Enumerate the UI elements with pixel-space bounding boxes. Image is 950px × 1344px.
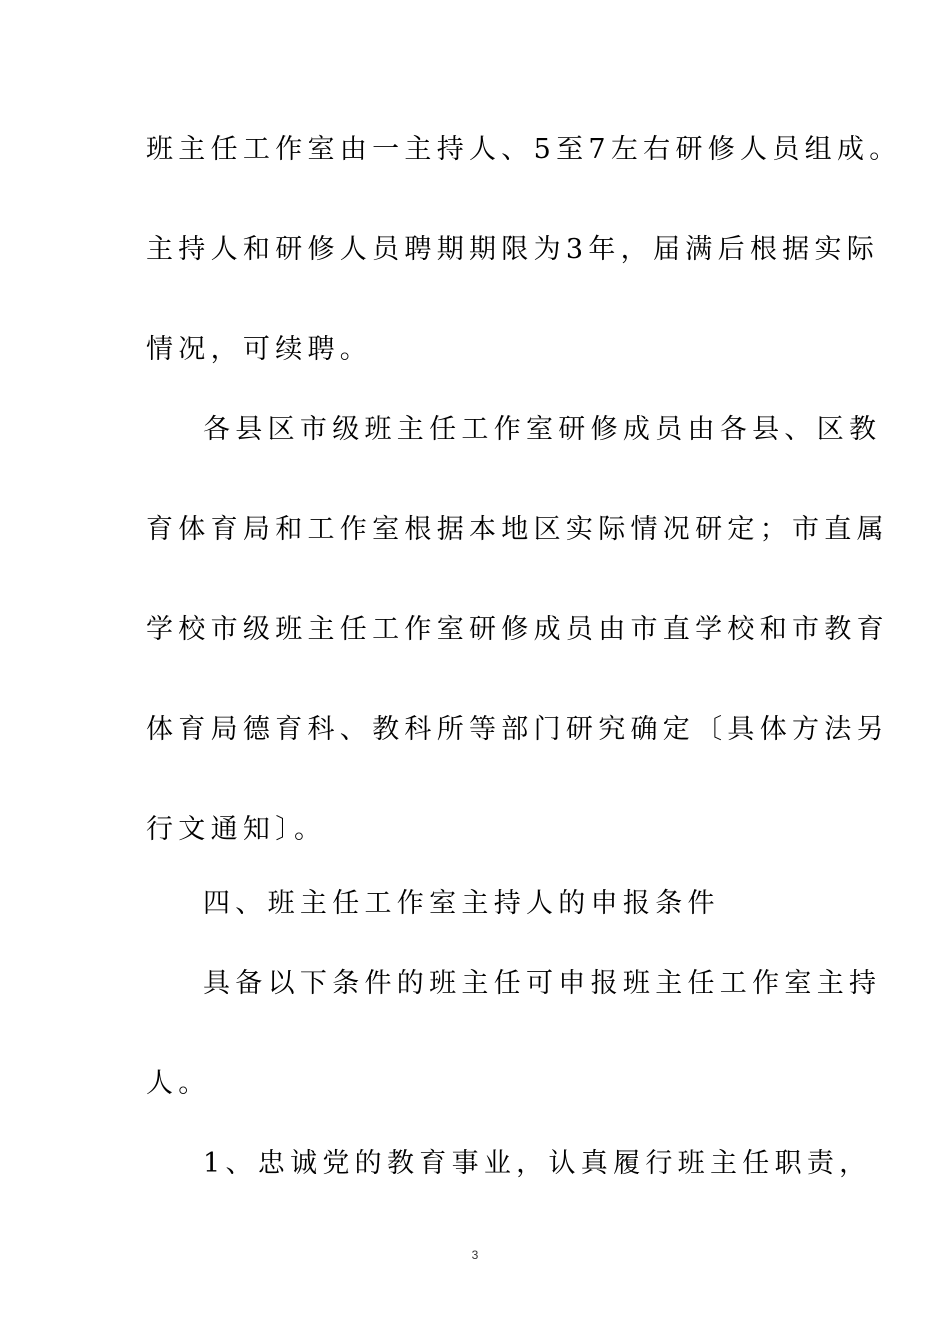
page-number: 3 [471, 1248, 479, 1262]
text-line-8: 行文通知〕。 [146, 814, 327, 845]
text-line-2: 主持人和研修人员聘期期限为3年，届满后根据实际 [146, 234, 880, 265]
text-line-3: 情况，可续聘。 [146, 334, 373, 365]
paragraph-start-line-4: 各县区市级班主任工作室研修成员由各县、区教 [203, 414, 882, 445]
text-line-11: 人。 [146, 1068, 211, 1099]
list-item-1-line: 1、忠诚党的教育事业，认真履行班主任职责， [203, 1148, 872, 1179]
paragraph-start-line-10: 具备以下条件的班主任可申报班主任工作室主持 [203, 968, 882, 999]
section-heading-4: 四、班主任工作室主持人的申报条件 [203, 888, 720, 919]
text-line-6: 学校市级班主任工作室研修成员由市直学校和市教育 [146, 614, 889, 645]
text-line-5: 育体育局和工作室根据本地区实际情况研定；市直属 [146, 514, 889, 545]
text-line-7: 体育局德育科、教科所等部门研究确定〔具体方法另 [146, 714, 889, 745]
text-line-1: 班主任工作室由一主持人、5至7左右研修人员组成。 [146, 134, 902, 165]
